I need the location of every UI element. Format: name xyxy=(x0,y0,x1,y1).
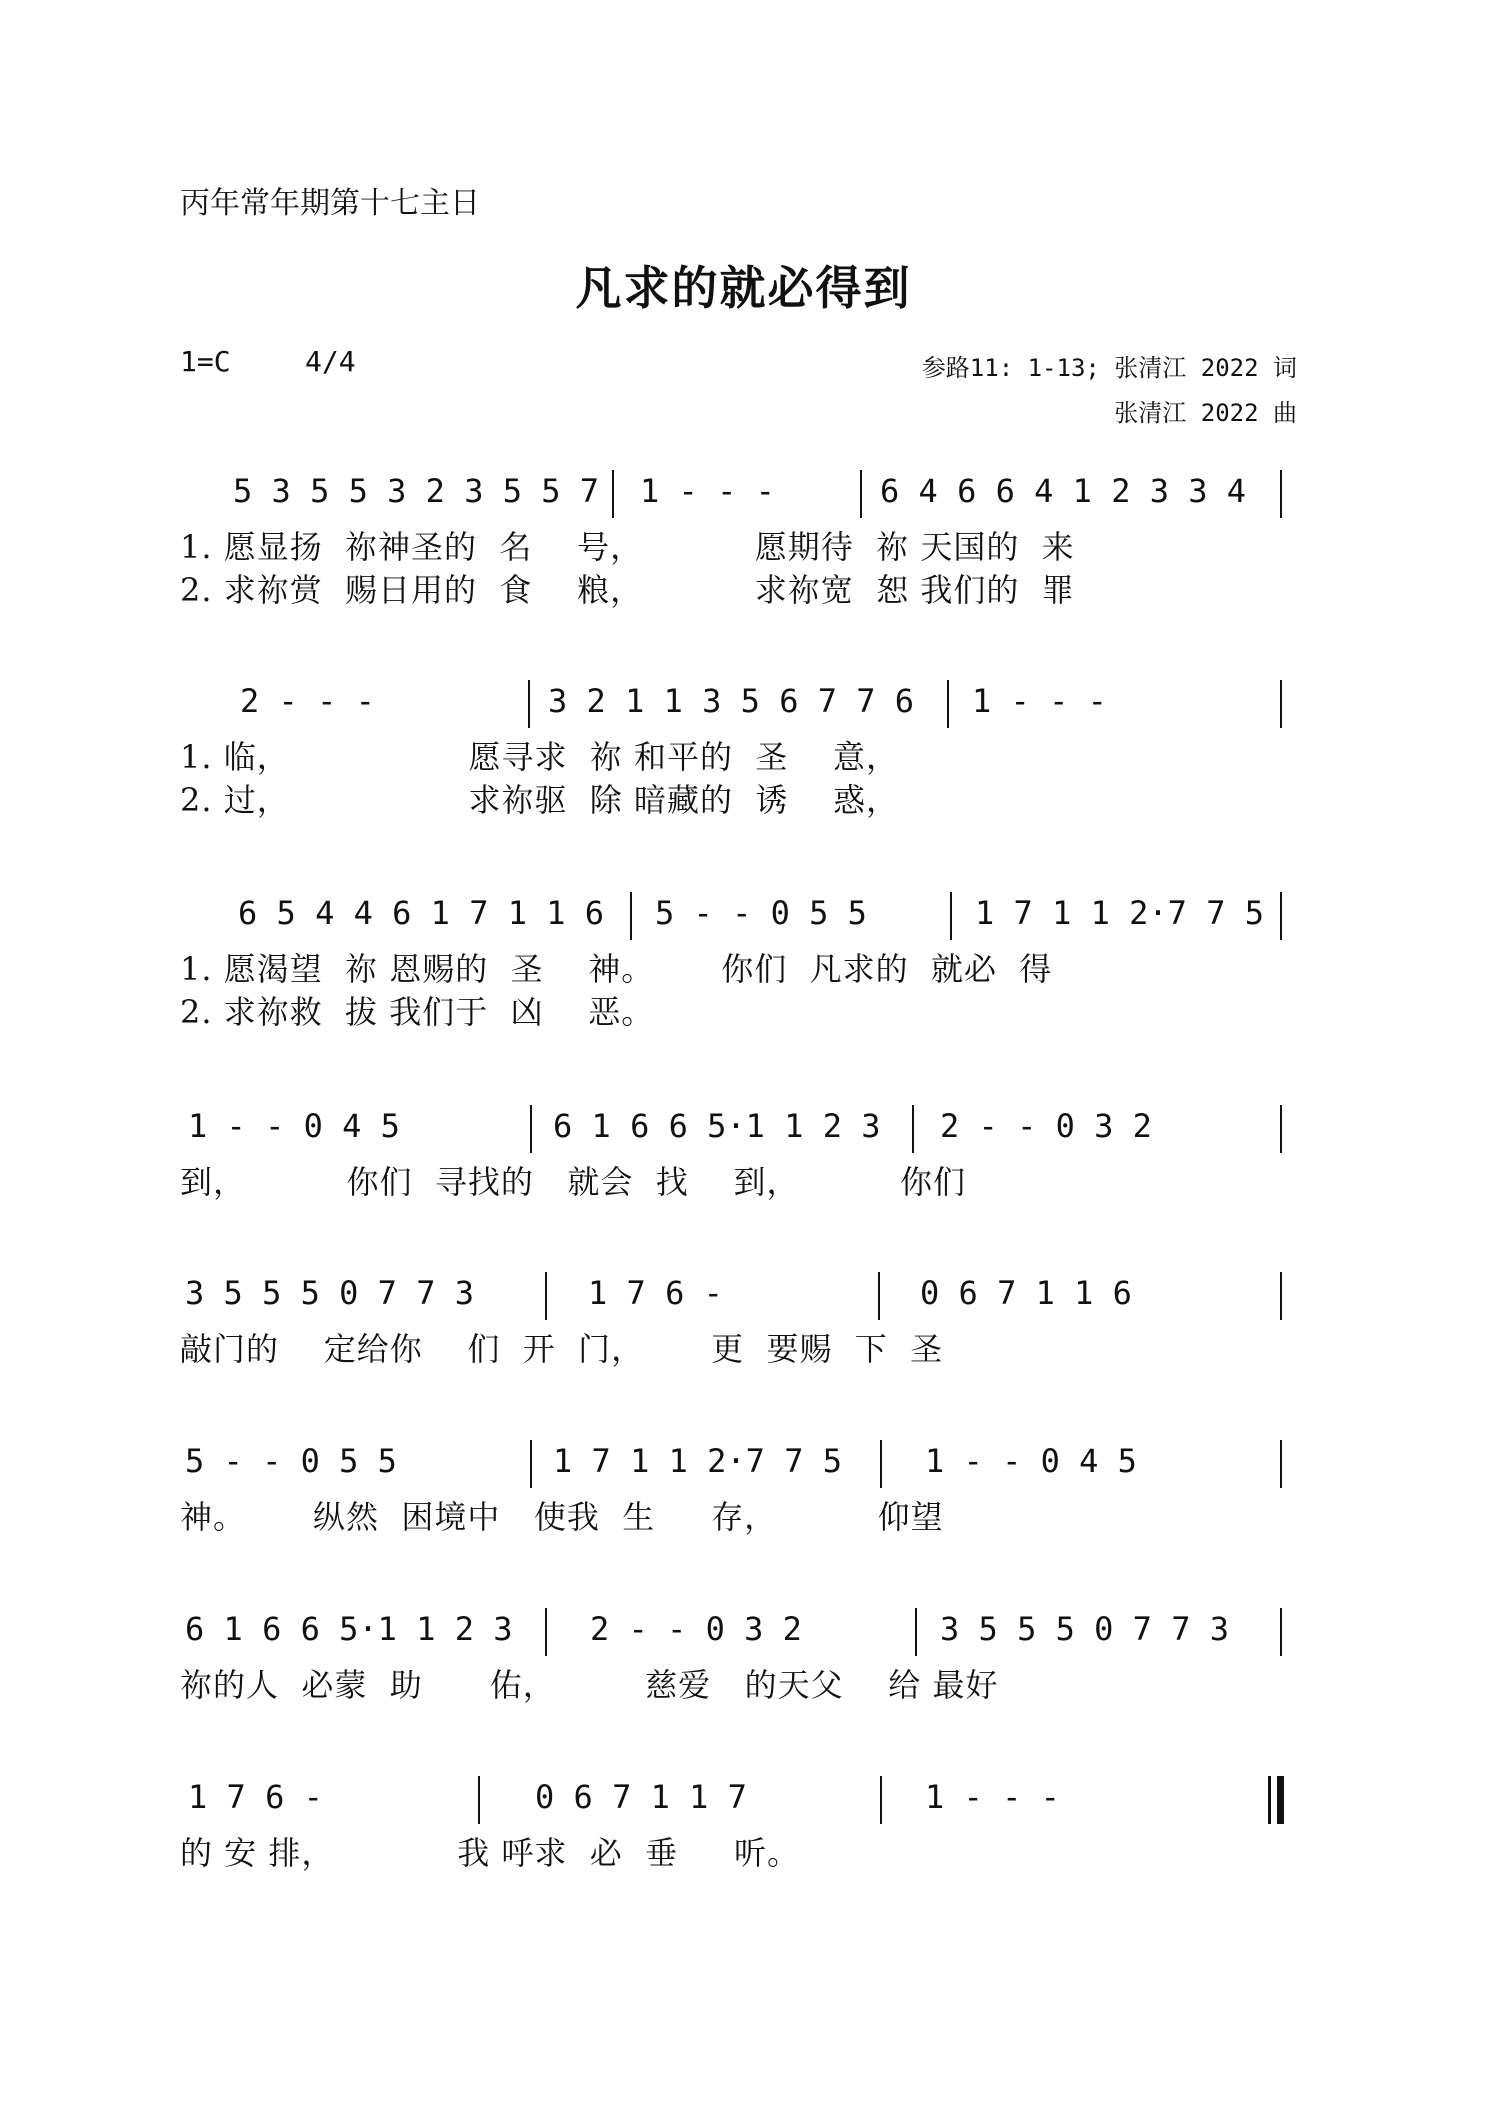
score-system-6 xyxy=(0,1430,1487,1610)
barline xyxy=(1280,470,1282,518)
measure-8-1: 1 7 6 - xyxy=(188,1778,323,1816)
measure-2-2: 3 2 1 1 3 5 6 7 7 6 xyxy=(548,682,915,720)
measure-1-2: 1 - - - xyxy=(640,472,775,510)
measure-6-1: 5 - - 0 5 5 xyxy=(185,1442,397,1480)
barline xyxy=(912,1105,914,1153)
barline xyxy=(1280,680,1282,728)
barline xyxy=(880,1440,882,1488)
time-signature: 4/4 xyxy=(305,345,356,378)
barline xyxy=(530,1105,532,1153)
barline xyxy=(1280,1272,1282,1320)
score-system-4 xyxy=(0,1095,1487,1275)
final-barline-thin xyxy=(1268,1776,1271,1824)
barline xyxy=(878,1272,880,1320)
score-system-8 xyxy=(0,1766,1487,1946)
lyric-line: 的 安 排， 我 呼求 必 垂 听。 xyxy=(180,1834,800,1872)
barline xyxy=(915,1608,917,1656)
lyricist-credit: 参路11: 1-13; 张清江 2022 词 xyxy=(921,354,1297,382)
measure-1-3: 6 4 6 6 4 1 2 3 3 4 xyxy=(880,472,1247,510)
lyric-line: 到， 你们 寻找的 就会 找 到， 你们 xyxy=(180,1163,966,1201)
score-system-5 xyxy=(0,1262,1487,1442)
measure-5-3: 0 6 7 1 1 6 xyxy=(920,1274,1132,1312)
lyric-line: 2. 求祢救 拔 我们于 凶 恶。 xyxy=(180,993,655,1031)
measure-7-2: 2 - - 0 3 2 xyxy=(590,1610,802,1648)
measure-2-1: 2 - - - xyxy=(240,682,375,720)
measure-4-2: 6 1 6 6 5·1 1 2 3 xyxy=(553,1107,881,1145)
barline xyxy=(612,470,614,518)
measure-8-2: 0 6 7 1 1 7 xyxy=(535,1778,747,1816)
measure-5-2: 1 7 6 - xyxy=(588,1274,723,1312)
barline xyxy=(1280,1440,1282,1488)
final-barline-thick xyxy=(1277,1776,1284,1824)
barline xyxy=(950,892,952,940)
measure-7-3: 3 5 5 5 0 7 7 3 xyxy=(940,1610,1229,1648)
barline xyxy=(545,1608,547,1656)
lyric-line: 1. 临， 愿寻求 祢 和平的 圣 意， xyxy=(180,738,900,776)
barline xyxy=(528,680,530,728)
barline xyxy=(530,1440,532,1488)
measure-3-2: 5 - - 0 5 5 xyxy=(655,894,867,932)
lyric-line: 1. 愿渴望 祢 恩赐的 圣 神。 你们 凡求的 就必 得 xyxy=(180,950,1053,988)
score-system-7 xyxy=(0,1598,1487,1778)
measure-1-1: 5 3 5 5 3 2 3 5 5 7 xyxy=(233,472,600,510)
key-signature: 1=C xyxy=(180,345,231,378)
lyric-line: 2. 过， 求祢驱 除 暗藏的 诱 惑， xyxy=(180,781,900,819)
score-system-1 xyxy=(0,460,1487,640)
lyric-line: 2. 求祢赏 赐日用的 食 粮， 求祢宽 恕 我们的 罪 xyxy=(180,571,1075,609)
liturgy-label: 丙年常年期第十七主日 xyxy=(180,186,480,221)
score-system-3 xyxy=(0,882,1487,1062)
measure-7-1: 6 1 6 6 5·1 1 2 3 xyxy=(185,1610,513,1648)
barline xyxy=(1280,892,1282,940)
measure-5-1: 3 5 5 5 0 7 7 3 xyxy=(185,1274,474,1312)
measure-6-3: 1 - - 0 4 5 xyxy=(925,1442,1137,1480)
measure-3-3: 1 7 1 1 2·7 7 5 xyxy=(975,894,1264,932)
barline xyxy=(630,892,632,940)
song-title: 凡求的就必得到 xyxy=(575,261,912,315)
barline xyxy=(880,1776,882,1824)
barline xyxy=(947,680,949,728)
score-system-2 xyxy=(0,670,1487,850)
measure-2-3: 1 - - - xyxy=(972,682,1107,720)
composer-credit: 张清江 2022 曲 xyxy=(1114,399,1297,427)
barline xyxy=(860,470,862,518)
lyric-line: 1. 愿显扬 祢神圣的 名 号， 愿期待 祢 天国的 来 xyxy=(180,528,1075,566)
barline xyxy=(478,1776,480,1824)
measure-3-1: 6 5 4 4 6 1 7 1 1 6 xyxy=(238,894,605,932)
lyric-line: 祢的人 必蒙 助 佑， 慈爱 的天父 给 最好 xyxy=(180,1666,999,1704)
barline xyxy=(1280,1608,1282,1656)
lyric-line: 神。 纵然 困境中 使我 生 存， 仰望 xyxy=(180,1498,944,1536)
measure-4-1: 1 - - 0 4 5 xyxy=(188,1107,400,1145)
barline xyxy=(545,1272,547,1320)
barline xyxy=(1280,1105,1282,1153)
measure-6-2: 1 7 1 1 2·7 7 5 xyxy=(553,1442,842,1480)
measure-4-3: 2 - - 0 3 2 xyxy=(940,1107,1152,1145)
measure-8-3: 1 - - - xyxy=(925,1778,1060,1816)
lyric-line: 敲门的 定给你 们 开 门， 更 要赐 下 圣 xyxy=(180,1330,944,1368)
